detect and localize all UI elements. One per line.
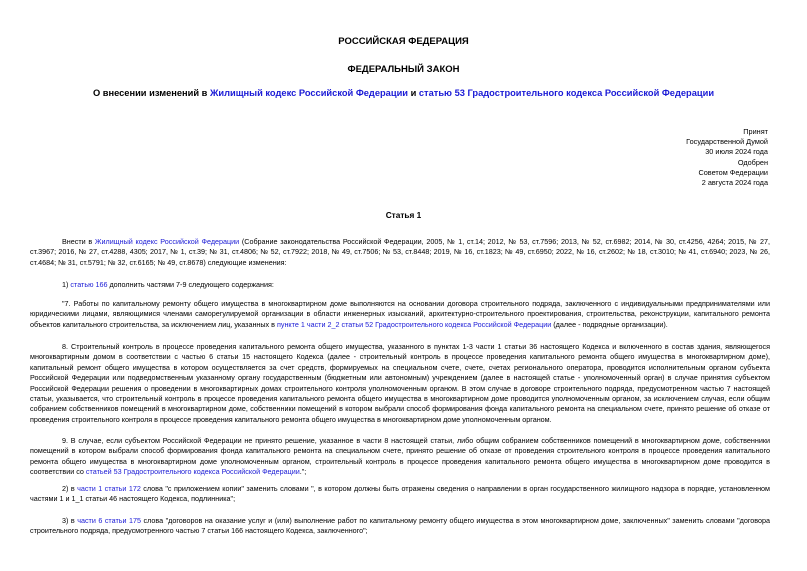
part-7-post: (далее - подрядные организации).	[551, 319, 668, 329]
housing-code-link[interactable]: Жилищный кодекс Российской Федерации	[94, 237, 240, 246]
article-175-link[interactable]: части 6 статьи 175	[77, 516, 142, 525]
item-2-pre: 2) в	[62, 484, 78, 493]
document-type-heading: ФЕДЕРАЛЬНЫЙ ЗАКОН	[347, 64, 460, 75]
urban-planning-code-article-53-link[interactable]: статью 53 Градостроительного кодекса Российской Федерации	[418, 88, 715, 98]
adoption-line: Государственной Думой	[686, 137, 768, 147]
intro-text-post: (Собрание законодательства Российской Федерации, 2005, № 1, ст.14; 2012, № 53, ст.7596; 2013, № 52, ст.6982; 2014, № 30, ст.4256, 4264; 2015, № 27, ст.3967; 2016, № 27, ст.4288, 4305; 2017, № 1, ст.39; № 31, ст.4806; № 52, ст.7922; 2018, № 49, ст.7506; № 53, ст.8448; 2019, № 16, ст.1823; № 49, ст.6950; 2022, № 16, ст.2602; № 18, ст.3010; № 41, ст.6940; 2023, № 26, ст.4684; № 31, ст.5791; № 32, ст.6165; № 49, ст.8678) следующие изменения:	[30, 237, 770, 267]
adoption-line: Одобрен	[737, 157, 768, 167]
intro-text-pre: Внести в	[62, 237, 95, 246]
adoption-line: Принят	[743, 127, 768, 136]
article-title: Статья 1	[385, 210, 422, 220]
item-1-pre: 1)	[62, 280, 71, 289]
adoption-line: 2 августа 2024 года	[701, 178, 768, 188]
adoption-line: Советом Федерации	[698, 167, 768, 177]
adoption-line: 30 июля 2024 года	[705, 147, 768, 157]
part-9-post: .";	[299, 467, 307, 477]
part-7-pre: "7. Работы по капитальному ремонту общего имущества в многоквартирном доме выполняются на основании договора строительного подряда, заключенного с индивидуальными предпринимателями или юридическими лицами, являющимися членами саморегулируемой организации в области инженерных изысканий, архитектурно-строительного проектирования, строительства, реконструкции, капитального ремонта объектов капитального строительства, за исключением лиц, указанных в	[30, 299, 770, 329]
paragraph-intro	[30, 237, 770, 268]
item-3-pre: 3) в	[62, 516, 78, 525]
paragraph-part-7	[30, 299, 770, 330]
title-prefix: О внесении изменений в	[92, 88, 210, 98]
part-9-pre: 9. В случае, если субъектом Российской Федерации не принято решение, указанное в части 8 настоящей статьи, либо общим собранием собственников помещений в многоквартирном доме, собственники помещений в котором выбрали способ формирования фонда капитального ремонта на специальном счете, принято решение об отказе от проведения строительного контроля в процессе проведения капитального ремонта общего имущества в многоквартирном доме уполномоченным органом, строительный контроль в процессе проведения капитального ремонта общего имущества в многоквартирном доме проводится в соответствии со	[30, 436, 770, 477]
paragraph-part-8	[30, 342, 770, 425]
item-3-post: слова "договоров на оказание услуг и (или) выполнение работ по капитальному ремонту общего имущества в этом многоквартирном доме, заключенных" заменить словами "договора строительного подряда, предусмотренного частью 7 статьи 166 настоящего Кодекса, заключенного";	[30, 516, 771, 536]
item-1-post: дополнить частями 7-9 следующего содержания:	[107, 280, 274, 289]
paragraph-item-2	[30, 484, 770, 505]
paragraph-item-1	[30, 280, 770, 290]
urban-planning-code-article-52-link[interactable]: пункте 1 части 2_2 статьи 52 Градостроительного кодекса Российской Федерации	[276, 319, 552, 329]
paragraph-item-3	[30, 516, 770, 537]
part-8-text: 8. Строительный контроль в процессе проведения капитального ремонта общего имущества, указанного в пунктах 1-3 части 1 статьи 36 настоящего Кодекса и включенного в состав здания, являющегося многоквартирным домом в соответствии с частью 6 статьи 15 настоящего Кодекса (далее - строительный контроль в процессе проведения капитального ремонта общего имущества в многоквартирном доме), капитальный ремонт общего имущества в котором осуществляется за счет средств, формируемых на специальном счете, счете, счетах регионального оператора, проводится исполнительным органом субъекта Российской Федерации или подведомственным указанному органу государственным (бюджетным или автономным) учреждением (далее в настоящей статье - уполномоченный орган) в случае принятия субъектом Российской Федерации решения о проведении в многоквартирных домах строительного контроля уполномоченным органом. В этом случае в договоре строительного подряда, предусмотренном частью 7 настоящей статьи, указывается, что строительный контроль в процессе проведения капитального ремонта общего имущества в многоквартирном доме проводится уполномоченным органом, за исключением случая, если общим собранием собственников помещений в многоквартирном доме, собственники помещений в котором выбрали способ формирования фонда капитального ремонта на специальном счете, принято решение об отказе от проведения строительного контроля в процессе проведения капитального ремонта общего имущества в многоквартирном доме уполномоченным органом.	[30, 342, 770, 424]
document-title	[0, 88, 807, 98]
article-166-link[interactable]: статью 166	[70, 280, 108, 289]
housing-code-link[interactable]: Жилищный кодекс Российской Федерации	[209, 88, 408, 98]
item-2-post: слова "с приложением копии" заменить словами ", в котором должны быть отражены сведения о направлении в орган государственного жилищного надзора в порядке, установленном частями 1 и 1_1 статьи 46 настоящего Кодекса, подлинника";	[30, 484, 770, 504]
adoption-block	[686, 127, 768, 188]
urban-planning-code-article-53-link[interactable]: статьей 53 Градостроительного кодекса Российской Федерации	[85, 467, 300, 477]
paragraph-part-9	[30, 436, 770, 478]
title-conjunction: и	[408, 88, 419, 98]
article-172-link[interactable]: части 1 статьи 172	[77, 484, 141, 493]
country-heading: РОССИЙСКАЯ ФЕДЕРАЦИЯ	[338, 36, 469, 47]
